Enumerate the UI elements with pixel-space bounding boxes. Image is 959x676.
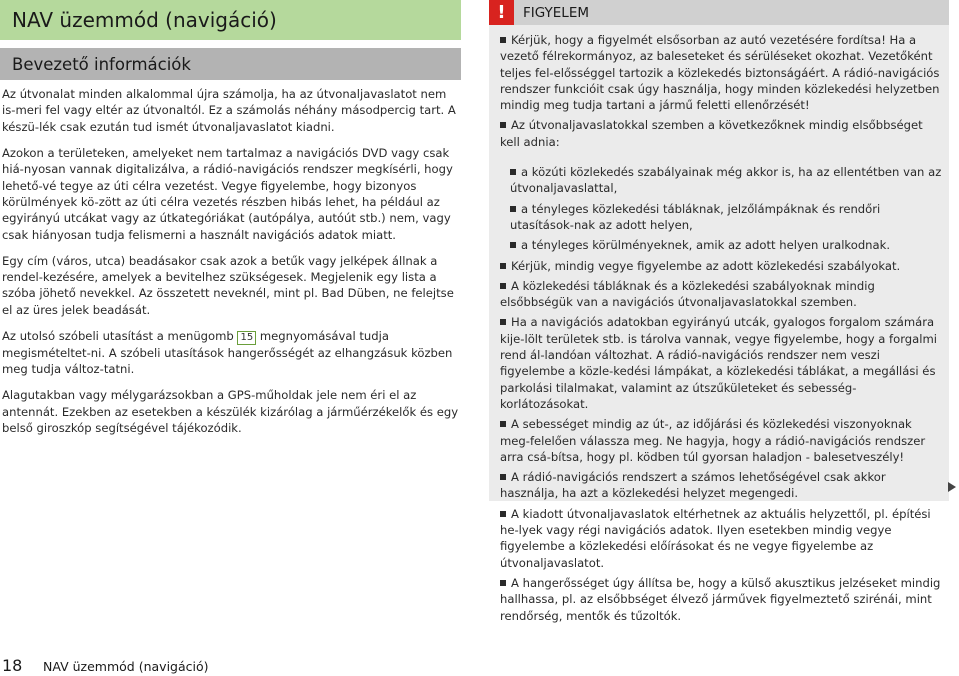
paragraph-voice-repeat (2, 328, 460, 378)
warning-item: Kérjük, hogy a figyelmét elsősorban az autó vezetésére fordítsa! Ha a vezető félrekormányoz, az baleseteket és sérüléseket okozhat. Vezetőként teljes fel-elősséggel tartozik a közlekedés biztonságáért. A rádió-navigációs rendszer funkcióit csak úgy használja, hogy minden közlekedési helyzetben mindig meg tudja tartani a jármű feletti ellenőrzését! (500, 33, 940, 113)
warning-subitem: a tényleges körülményeknek, amik az adott helyen uralkodnak. (500, 237, 944, 253)
warning-item: Az útvonaljavaslatokkal szemben a következőknek mindig elsőbbséget kell adnia: (500, 118, 923, 149)
chapter-title: NAV üzemmód (navigáció) (12, 8, 277, 32)
footer-chapter-title: NAV üzemmód (navigáció) (43, 659, 209, 674)
voice-repeat-text-end: megnyomásával tudja megismételtet-ni. A szóbeli utasítások hangerősségét az elhangzásuk közben meg tudja változ-tatni. (2, 328, 453, 377)
section-title: Bevezető információk (12, 55, 191, 74)
paragraph-recalculation: Az útvonalat minden alkalommal újra számolja, ha az útvonaljavaslatot nem is-meri fel vagy eltér az útvonaltól. Ez a számolás néhány másodpercig tart. A készü-lék csak ezután tud ismét útvonaljavaslatot kiadni. (2, 87, 456, 134)
warning-subitem: a tényleges közlekedési tábláknak, jelzőlámpáknak és rendőri utasítások-nak az adott helyen, (510, 201, 881, 232)
warning-item: A sebességet mindig az út-, az időjárási és közlekedési viszonyoknak meg-felelően válassza meg. Ne hagyja, hogy a rádió-navigációs rendszer arra csá-bítsa, hogy pl. ködben túl gyorsan haladjon - balesetveszély! (500, 417, 926, 464)
bullet-icon (510, 169, 516, 175)
bullet-icon (500, 421, 506, 427)
paragraph-address-entry: Egy cím (város, utca) beadásakor csak azok a betűk vagy jelképek állnak a rendel-kezésére, amelyek a bevitelhez szükségesek. Megjelenik egy lista a szóba jöhető nevekkel. Az összetett neveknél, mint pl. Bad Düben, ne felejtse el az üres jelek beadását. (2, 253, 454, 317)
warning-title: FIGYELEM (523, 5, 590, 21)
warning-item: A hangerősséget úgy állítsa be, hogy a külső akusztikus jelzéseket mindig hallhassa, pl. az elsőbbséget élvező járművek figyelmeztető szirénái, mint rendőrség, mentők és tűzoltók. (500, 575, 941, 623)
warning-item: A közlekedési tábláknak és a közlekedési szabályoknak mindig elsőbbségük van a navigációs útvonaljavaslatokkal szemben. (500, 278, 875, 310)
warning-text-column (500, 32, 944, 628)
voice-repeat-text-start: Az utolsó szóbeli utasítást a menügomb (2, 328, 238, 343)
bullet-icon (500, 283, 506, 289)
warning-subitem: a közúti közlekedés szabályainak még akkor is, ha az ellentétben van az útvonaljavaslattal, (510, 165, 942, 196)
paragraph-dvd-coverage: Azokon a területeken, amelyeket nem tartalmaz a navigációs DVD vagy csak hiá-nyosan vannak digitalizálva, a rádió-navigációs rendszer megkísérli, hogy lehető-vé tegye az úti célra vezetést. Vegye figyelembe, hogy bizonyos körülmények kö-zött az úti célra vezetés részben hibás lehet, ha például az egyirányú utcákat vagy az útkategóriákat (autópálya, autóút stb.) nem, vagy csak hiányosan tudja felismerni a használt navigációs adatok miatt. (2, 145, 453, 242)
warning-item: Kérjük, mindig vegye figyelembe az adott közlekedési szabályokat. (500, 258, 944, 274)
paragraph-gps-tunnel: Alagutakban vagy mélygarázsokban a GPS-műholdak jele nem éri el az antennát. Ezekben az esetekben a készülék kizárólag a járműérzékelők és egy belső giroszkóp segítségével tájékozódik. (2, 388, 459, 435)
bullet-icon (500, 122, 506, 128)
bullet-icon (500, 511, 506, 517)
menu-button-reference: 15 (237, 331, 256, 345)
bullet-icon (510, 206, 516, 212)
warning-item: A kiadott útvonaljavaslatok eltérhetnek az aktuális helyzettől, pl. építési he-lyek vagy régi navigációs adatok. Ilyen esetekben mindig vegye figyelembe a közlekedési előírásokat és ne vegye figyelembe az útvonaljavaslatot. (500, 506, 931, 570)
warning-item: Ha a navigációs adatokban egyirányú utcák, gyalogos forgalom számára kije-lölt területek stb. is tárolva vannak, vegye figyelembe, hogy a forgalmi rend ál-landóan változhat. A rádió-navigációs rendszer nem veszi figyelembe a közle-kedési lámpákat, a közlekedési táblákat, a megállási és parkolási tilalmakat, valamint az útszűkületeket és sebesség-korlátozásokat. (500, 315, 937, 411)
bullet-icon (500, 37, 506, 43)
bullet-icon (500, 580, 506, 586)
intro-text-column (2, 86, 460, 446)
page-number: 18 (2, 656, 23, 675)
bullet-icon (510, 242, 516, 248)
next-page-arrow-icon[interactable] (948, 482, 956, 492)
bullet-icon (500, 319, 506, 325)
bullet-icon (500, 474, 506, 480)
warning-exclamation-icon: ! (497, 2, 506, 23)
bullet-icon (500, 263, 506, 269)
warning-item: A rádió-navigációs rendszert a számos lehetőségével csak akkor használja, ha azt a közlekedési helyzet megengedi. (500, 470, 886, 501)
